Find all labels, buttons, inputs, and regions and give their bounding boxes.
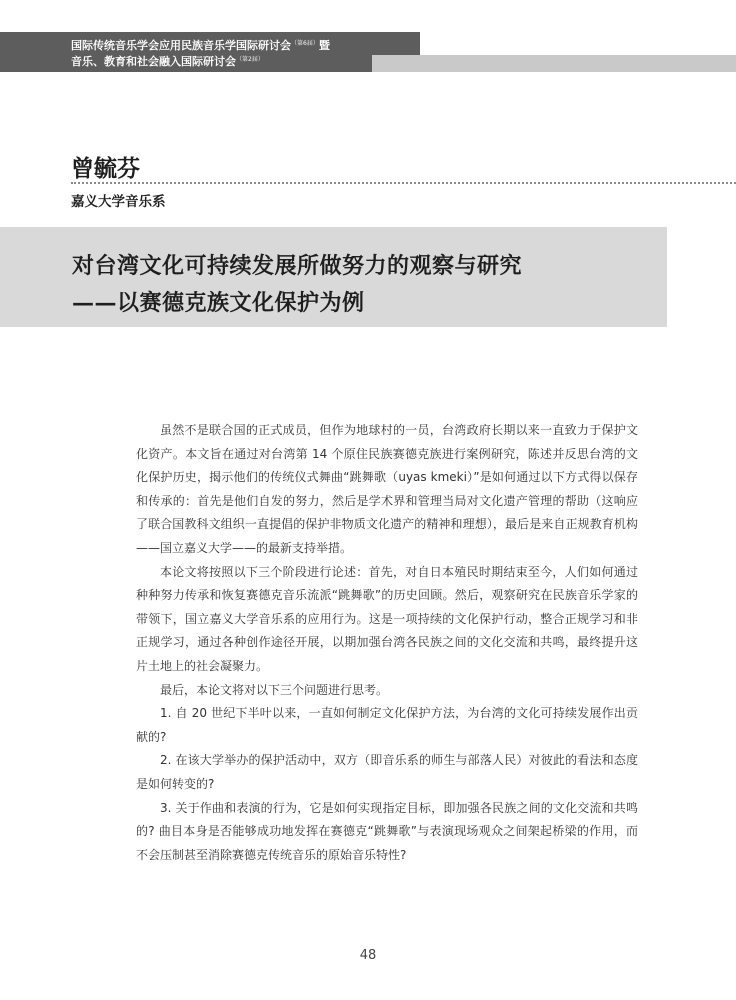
paragraph: 虽然不是联合国的正式成员，但作为地球村的一员，台湾政府长期以来一直致力于保护文化资产。本文旨在通过对台湾第 14 个原住民族赛德克族进行案例研究，陈述并反思台湾的文化保护历史，揭示他们的传统仪式舞曲“跳舞歌（uyas kmeki）”是如何通过以下方式得以保存和传承的：首先是他们自发的努力，然后是学术界和管理当局对文化遗产管理的帮助（这响应了联合国教科文组织一直提倡的保护非物质文化遗产的精神和理想），最后是来自正规教育机构——国立嘉义大学——的最新支持举措。	[136, 423, 638, 555]
conference-title-1-text: 国际传统音乐学会应用民族音乐学国际研讨会	[71, 39, 291, 52]
author-name: 曾毓芬	[71, 155, 140, 182]
conference-title-line-1	[71, 37, 330, 53]
conference-edition-2: （第2届）	[236, 56, 264, 63]
paragraph: 最后，本论文将对以下三个问题进行思考。	[160, 682, 389, 697]
author-affiliation: 嘉义大学音乐系	[71, 194, 166, 210]
conference-title-1-end: 暨	[318, 39, 330, 52]
conference-title-line-2	[71, 53, 264, 69]
conference-edition-1: （第6届）	[291, 40, 319, 47]
article-title: 对台湾文化可持续发展所做努力的观察与研究	[72, 253, 523, 279]
question-item: 1. 自 20 世纪下半叶以来，一直如何制定文化保护方法，为台湾的文化可持续发展作出贡献的?	[136, 706, 638, 744]
abstract-body	[136, 419, 638, 867]
header-accent-bar	[372, 55, 736, 72]
conference-title-2-text: 音乐、教育和社会融入国际研讨会	[71, 55, 236, 68]
question-item: 3. 关于作曲和表演的行为，它是如何实现指定目标，即加强各民族之间的文化交流和共鸣的? 曲目本身是否能够成功地发挥在赛德克“跳舞歌”与表演现场观众之间架起桥梁的作用，而不会压制甚至消除赛德克传统音乐的原始音乐特性?	[136, 800, 638, 862]
author-divider	[71, 182, 736, 184]
page-number: 48	[359, 948, 377, 963]
paragraph: 本论文将按照以下三个阶段进行论述：首先，对自日本殖民时期结束至今，人们如何通过种种努力传承和恢复赛德克音乐流派“跳舞歌”的历史回顾。然后，观察研究在民族音乐学家的带领下，国立嘉义大学音乐系的应用行为。这是一项持续的文化保护行动，整合正规学习和非正规学习，通过各种创作途径开展，以期加强台湾各民族之间的文化交流和共鸣，最终提升这片土地上的社会凝聚力。	[136, 564, 638, 673]
article-subtitle: ——以赛德克族文化保护为例	[72, 290, 365, 316]
question-item: 2. 在该大学举办的保护活动中，双方（即音乐系的师生与部落人民）对彼此的看法和态度是如何转变的?	[136, 753, 638, 791]
